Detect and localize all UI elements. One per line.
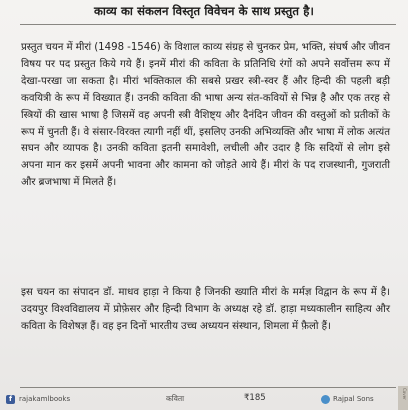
cover-heading: काव्य का संकलन विस्तृत विवेचन के साथ प्रस्तुत है। — [94, 4, 314, 18]
spine-edge-text: Cover — [402, 388, 407, 400]
price-label: ₹185 — [244, 393, 266, 403]
description-paragraph: प्रस्तुत चयन में मीरां (1498 -1546) के विशाल काव्य संग्रह से चुनकर प्रेम, भक्ति, संघर्ष और जीवन विषय पर पद प्रस्तुत किये गये हैं। इनमें मीरां की कविता के प्रतिनिधि रंगों को अपने सर्वोत्तम रूप में देखा-परखा जा सकता है। मीरां भक्तिकाल की सबसे प्रखर स्त्री-स्वर हैं और हिन्दी की पहली बड़ी कवयित्री के रूप में विख्यात हैं। उनकी कविता की भाषा अन्य संत-कवियों से भिन्न है और एक तरह से स्त्रियों की खास भाषा है जिसमें वह अपनी स्त्री वैशिष्ट्य और दैनंदिन जीवन की वस्तुओं को प्रतीकों के रूप में चुनती हैं। वे संसार-विरक्त त्यागी नहीं थीं, इसलिए उनकी अभिव्यक्ति और भाषा में लोक अत्यंत सघन और व्यापक है। उनकी कविता इतनी समावेशी, लचीली और उदार है कि सदियों से लोग इसे अपना मान कर इसमें अपनी भावना और कामना को जोड़ते आये हैं। मीरां के पद राजस्थानी, गुजराती और ब्रजभाषा में मिलते हैं। — [21, 42, 390, 189]
bottom-divider — [20, 387, 396, 388]
cover-footer — [0, 392, 408, 410]
facebook-icon: f — [6, 395, 15, 404]
top-divider — [20, 24, 396, 25]
publisher-handle: Rajpal Sons — [333, 395, 374, 403]
genre-label: कविता — [166, 394, 185, 403]
facebook-handle: rajakamlbooks — [19, 395, 71, 403]
editor-paragraph: इस चयन का संपादन डॉ. माधव हाड़ा ने किया है जिनकी ख्याति मीरां के मर्मज्ञ विद्वान के रूप में है। उदयपुर विश्वविद्यालय में प्रोफ़ेसर और हिन्दी विभाग के अध्यक्ष रहे डॉ. हाड़ा मध्यकालीन साहित्य और कविता के विशेषज्ञ हैं। वह इन दिनों भारतीय उच्च अध्ययन संस्थान, शिमला में फ़ैलो हैं। — [21, 287, 390, 332]
twitter-icon — [321, 395, 330, 404]
